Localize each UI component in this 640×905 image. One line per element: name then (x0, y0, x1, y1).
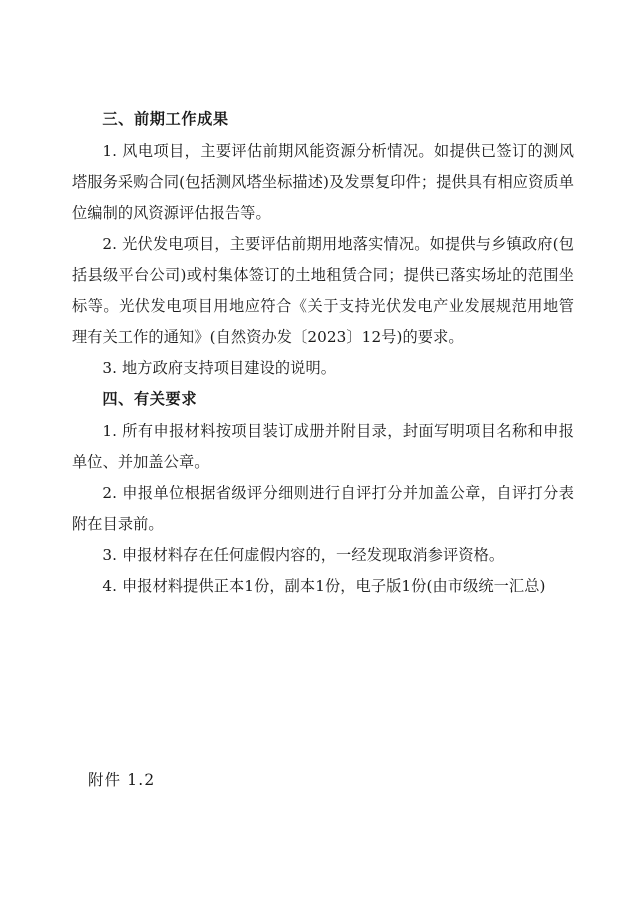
paragraph-requirement-2: 2. 申报单位根据省级评分细则进行自评打分并加盖公章，自评打分表附在目录前。 (72, 484, 574, 533)
attachment-label: 附件 1.2 (88, 771, 156, 789)
section-heading-four: 四、有关要求 (102, 390, 198, 408)
paragraph-requirement-4: 4. 申报材料提供正本1份，副本1份，电子版1份(由市级统一汇总) (102, 577, 546, 595)
paragraph-requirement-3: 3. 申报材料存在任何虚假内容的，一经发现取消参评资格。 (102, 546, 505, 564)
document-body (72, 104, 574, 602)
paragraph-wind-power: 1. 风电项目，主要评估前期风能资源分析情况。如提供已签订的测风塔服务采购合同(包括测风塔坐标描述)及发票复印件；提供具有相应资质单位编制的风资源评估报告等。 (72, 142, 574, 222)
paragraph-government-support: 3. 地方政府支持项目建设的说明。 (102, 359, 337, 377)
section-heading-three: 三、前期工作成果 (102, 110, 229, 128)
paragraph-requirement-1: 1. 所有申报材料按项目装订成册并附目录，封面写明项目名称和申报单位、并加盖公章。 (72, 422, 574, 471)
paragraph-solar-power: 2. 光伏发电项目，主要评估前期用地落实情况。如提供与乡镇政府(包括县级平台公司)或村集体签订的土地租赁合同；提供已落实场址的范围坐标等。光伏发电项目用地应符合《关于支持光伏发电产业发展规范用地管理有关工作的通知》(自然资办发〔2023〕12号)的要求。 (72, 235, 574, 346)
